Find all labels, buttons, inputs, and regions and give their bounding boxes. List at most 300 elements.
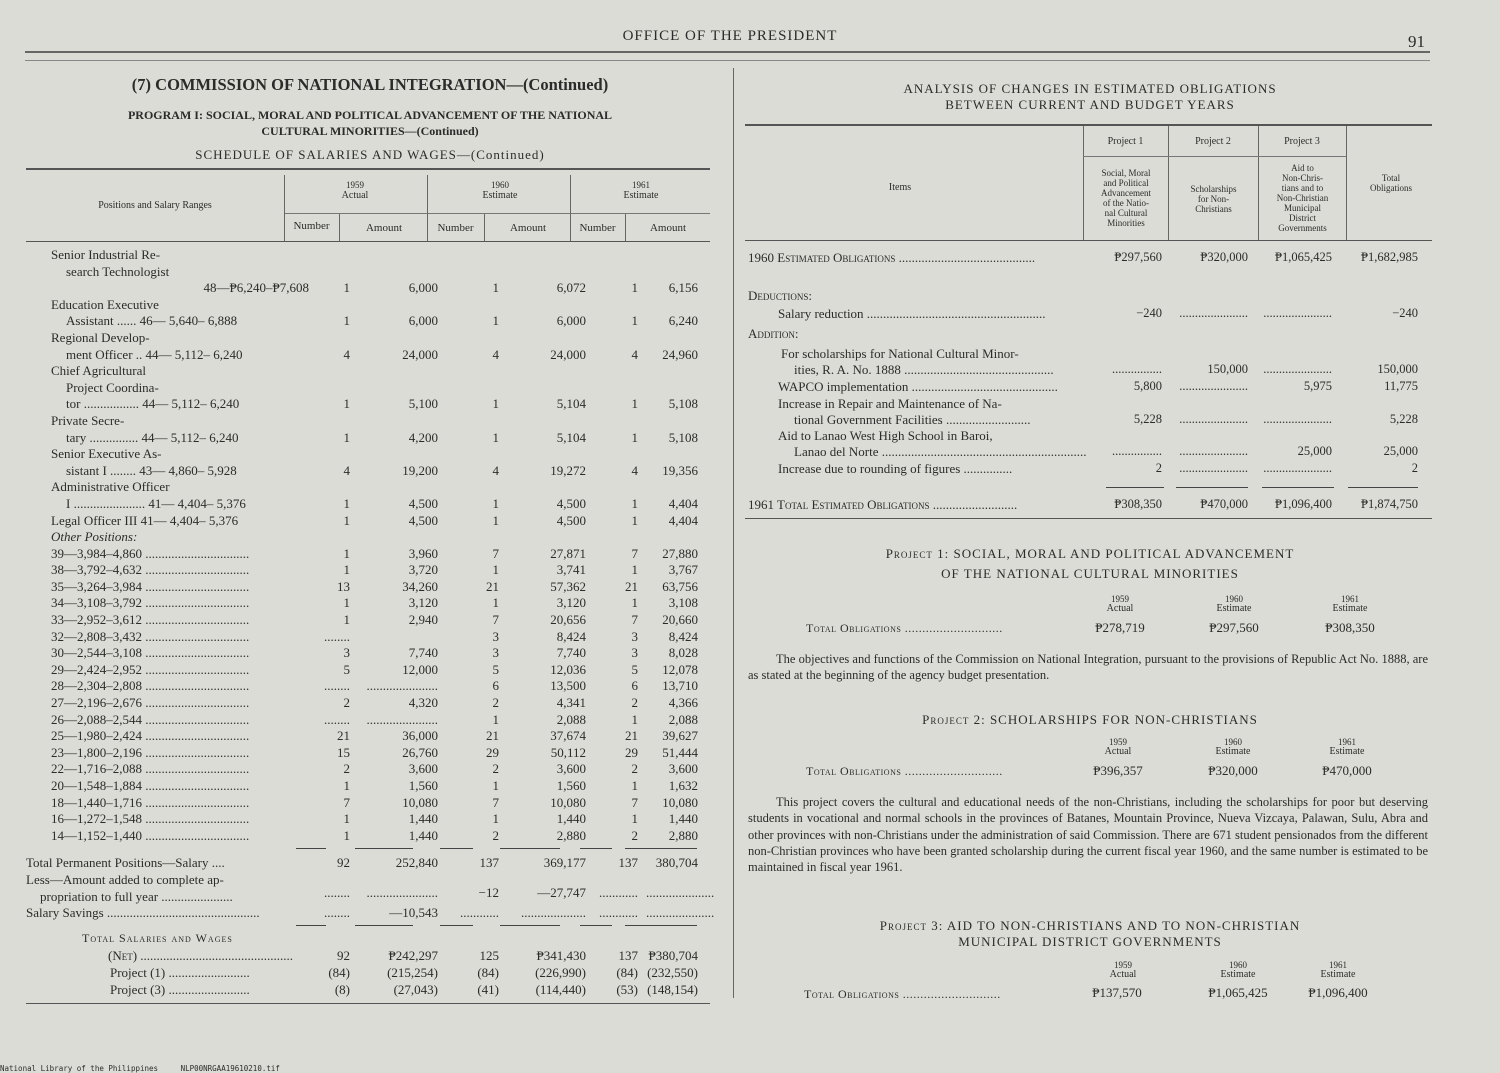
cell-n1: 1 <box>343 827 350 843</box>
analysis-header-rule <box>745 240 1432 241</box>
footer-library <box>0 1064 280 1073</box>
cell-n1: 1 <box>343 280 350 296</box>
project3-share-cell: (148,154) <box>647 982 698 997</box>
schedule-title: SCHEDULE OF SALARIES AND WAGES—(Continued) <box>195 147 545 162</box>
project1-share-cell: (226,990) <box>535 965 586 980</box>
project3-description <box>1259 163 1346 233</box>
position-label: Legal Officer III 41— 4,404– 5,376 <box>51 512 239 528</box>
cell-n3: 1 <box>631 811 638 827</box>
position-label: 33—2,952–3,612 ................................ <box>51 612 250 628</box>
header-estimate-1961: Estimate <box>623 190 659 201</box>
table-bottom-rule <box>26 1003 710 1004</box>
page-number: 91 <box>1408 32 1425 51</box>
cell-a1: 34,260 <box>402 578 438 594</box>
repair-maintenance-value: 5,228 <box>1133 412 1162 426</box>
header-1959: 1959 <box>346 180 364 190</box>
obligation-value: ₱470,000 <box>1322 763 1372 778</box>
lanao-aid-label: Lanao del Norte ............................................................... <box>794 444 1087 459</box>
project1-share-cell: (232,550) <box>647 965 698 980</box>
cell-n2: 1 <box>492 711 499 727</box>
total-permanent-cell: 369,177 <box>543 855 586 870</box>
cell-n2: 1 <box>492 396 499 412</box>
description-line: Non-Chris- <box>1282 173 1323 183</box>
cell-a2: 20,656 <box>550 612 586 628</box>
project3-share-cell: (53) <box>616 982 638 997</box>
position-label: 35—3,264–3,984 ................................ <box>51 578 250 594</box>
analysis-title-line2: BETWEEN CURRENT AND BUDGET YEARS <box>945 97 1235 112</box>
lanao-aid-label: Aid to Lanao West High School in Baroi, <box>778 428 993 443</box>
table-row <box>26 430 708 447</box>
cell-a1: 4,200 <box>408 429 438 445</box>
scholarship-addition-value: 150,000 <box>1207 362 1248 376</box>
cell-n1: 1 <box>343 612 350 628</box>
estimated-1960-label: 1960 Estimated Obligations .......................................... <box>748 250 1036 265</box>
cell-a3: 20,660 <box>662 612 698 628</box>
cell-n2: 1 <box>492 595 499 611</box>
cell-a3: 19,356 <box>662 462 698 478</box>
cell-a2: 1,440 <box>556 811 586 827</box>
cell-n1: 1 <box>343 313 350 329</box>
salary-reduction-value: ...................... <box>1263 306 1332 320</box>
cell-n2: 21 <box>486 728 499 744</box>
position-label: Assistant ...... 46— 5,640– 6,888 <box>66 313 238 329</box>
scholarship-addition-value: 150,000 <box>1377 362 1418 376</box>
cell-n3: 7 <box>631 612 638 628</box>
cell-a3: 2,880 <box>668 827 698 843</box>
cell-n3: 1 <box>631 711 638 727</box>
total-1961-value: ₱1,096,400 <box>1275 497 1332 511</box>
lanao-aid-value: ...................... <box>1179 444 1248 458</box>
cell-a1: 6,000 <box>408 313 438 329</box>
cell-n1: ........ <box>324 711 350 727</box>
cell-a1: 1,560 <box>408 778 438 793</box>
cell-n3: 1 <box>631 313 638 329</box>
cell-a2: 24,000 <box>550 346 586 362</box>
less-amount-cell: ............ <box>599 885 638 900</box>
cell-n2: 3 <box>492 645 499 661</box>
cell-a3: 63,756 <box>662 578 698 594</box>
salary-savings-cell: .................... <box>521 905 586 920</box>
position-label: 16—1,272–1,548 ................................ <box>51 811 250 827</box>
rounding-increase-label: Increase due to rounding of figures ............... <box>778 461 1013 476</box>
table-row <box>26 562 708 579</box>
cell-a2: 8,424 <box>556 628 586 644</box>
description-line: Governments <box>1278 223 1327 233</box>
cell-n1: ........ <box>324 678 350 694</box>
table-row <box>26 264 708 281</box>
table-row <box>26 280 708 297</box>
net-total-cell: ₱242,297 <box>388 948 438 963</box>
header-divider <box>484 214 485 241</box>
scholarship-addition-value: ................ <box>1112 362 1162 376</box>
salary-reduction-label: Salary reduction ....................................................... <box>778 306 1046 321</box>
cell-n2: 1 <box>492 778 499 793</box>
cell-a3: 3,600 <box>668 761 698 777</box>
less-amount-cell: ..................... <box>646 885 715 900</box>
year-label: 1960 <box>1225 594 1243 604</box>
position-label: 48—₱6,240–₱7,608 <box>203 280 309 296</box>
position-label: 38—3,792–4,632 ................................ <box>51 562 250 578</box>
project1-title-line2: OF THE NATIONAL CULTURAL MINORITIES <box>941 566 1239 581</box>
cell-a3: 8,028 <box>668 645 698 661</box>
cell-a2: 6,072 <box>556 280 586 296</box>
less-amount-2-label: propriation to full year ...................... <box>40 889 233 904</box>
net-total-cell: 137 <box>618 948 638 963</box>
description-line: nal Cultural <box>1104 208 1148 218</box>
header-rule <box>25 51 1430 53</box>
cell-n3: 21 <box>625 578 638 594</box>
year-label: 1959 <box>1109 737 1127 747</box>
repair-maintenance-label: tional Government Facilities .......................... <box>794 412 1031 427</box>
repair-maintenance-value: ...................... <box>1179 412 1248 426</box>
cell-n2: 2 <box>492 827 499 843</box>
cell-n1: 1 <box>343 811 350 827</box>
cell-a2: 37,674 <box>550 728 586 744</box>
cell-n3: 7 <box>631 545 638 561</box>
table-row <box>26 612 708 629</box>
header-rule-thin <box>25 60 1430 61</box>
amount-header-1961: Amount <box>649 222 687 234</box>
cell-n2: 1 <box>492 429 499 445</box>
description-line: Christians <box>1195 204 1232 214</box>
table-row <box>26 396 708 413</box>
cell-n2: 29 <box>486 744 499 760</box>
obligation-value: ₱137,570 <box>1092 985 1142 1000</box>
table-row <box>26 745 708 762</box>
file-name: NLP00NRGAA19610210.tif <box>180 1064 280 1073</box>
project3-share-cell: (41) <box>477 982 499 997</box>
project1-share-cell: (215,254) <box>387 965 438 980</box>
description-line: Non-Christian <box>1276 193 1329 203</box>
position-label: 20—1,548–1,884 ................................ <box>51 778 250 793</box>
net-total-cell: ₱341,430 <box>536 948 586 963</box>
table-row <box>26 479 708 496</box>
table-row <box>26 695 708 712</box>
position-label: Chief Agricultural <box>51 363 146 379</box>
cell-n3: 7 <box>631 794 638 810</box>
cell-n2: 21 <box>486 578 499 594</box>
cell-a2: 10,080 <box>550 794 586 810</box>
cell-n1: 1 <box>343 562 350 578</box>
position-label: Senior Industrial Re- <box>51 247 161 262</box>
cell-a2: 6,000 <box>556 313 586 329</box>
table-row <box>26 662 708 679</box>
cell-a3: 5,108 <box>668 396 698 412</box>
number-header-1959: Number <box>293 220 330 232</box>
project1-share-cell: (84) <box>328 965 350 980</box>
repair-maintenance-value: ...................... <box>1263 412 1332 426</box>
table-row <box>26 330 708 347</box>
items-header: Items <box>888 182 912 193</box>
net-total-cell: 125 <box>479 948 499 963</box>
cell-a2: 4,500 <box>556 512 586 528</box>
cell-n1: 3 <box>343 645 350 661</box>
cell-n1: ........ <box>324 628 350 644</box>
cell-a1: 10,080 <box>402 794 438 810</box>
cell-a3: 3,767 <box>668 562 698 578</box>
project2-text: This project covers the cultural and educational needs of the non-Christians, including the scholarships for poor but deserving students in vocational and normal schools in the provinces of Batanes, Mountain Province, Nueva Vizcaya, Palawan, Sulu, Abra and other provinces with non-Christians under the administration of said Commission. There are 671 student pensionados from the different non-Christian provinces who have been granted scholarship during the current fiscal year 1960, and the same number is estimated to be maintained in fiscal year 1961. <box>748 795 1428 875</box>
table-row <box>26 529 708 546</box>
cell-n1: 1 <box>343 429 350 445</box>
table-row <box>26 313 708 330</box>
cell-n2: 3 <box>492 628 499 644</box>
description-line: Municipal <box>1284 203 1321 213</box>
cell-n3: 1 <box>631 512 638 528</box>
position-label: 27—2,196–2,676 ................................ <box>51 695 250 711</box>
cell-n2: 6 <box>492 678 499 694</box>
repair-maintenance-value: 5,228 <box>1389 412 1418 426</box>
year-label: 1961 <box>1341 594 1359 604</box>
cell-a2: 2,880 <box>556 827 586 843</box>
column-divider <box>733 68 734 998</box>
salary-reduction-value: −240 <box>1392 306 1418 320</box>
year-kind: Estimate <box>1215 746 1251 757</box>
program-title-line2: CULTURAL MINORITIES—(Continued) <box>261 124 479 138</box>
salary-savings-cell: ............ <box>460 905 499 920</box>
cell-n1: 1 <box>343 512 350 528</box>
cell-a2: 5,104 <box>556 396 586 412</box>
position-label: 25—1,980–2,424 ................................ <box>51 728 250 744</box>
cell-a3: 13,710 <box>662 678 698 694</box>
position-label: tary ............... 44— 5,112– 6,240 <box>66 429 239 445</box>
cell-n3: 4 <box>631 462 638 478</box>
position-label: tor ................. 44— 5,112– 6,240 <box>66 396 240 412</box>
project2-header: Project 2 <box>1195 136 1231 147</box>
project1-description <box>1084 168 1168 228</box>
total-permanent-cell: 92 <box>337 855 350 870</box>
deductions-heading-label: Deductions: <box>748 288 812 303</box>
cell-n1: 2 <box>343 761 350 777</box>
table-row <box>26 811 708 828</box>
cell-a3: 10,080 <box>662 794 698 810</box>
analysis-top-rule <box>745 124 1432 126</box>
table-row <box>26 413 708 430</box>
position-label: 23—1,800–2,196 ................................ <box>51 744 250 760</box>
salary-savings-cell: ............ <box>599 905 638 920</box>
project1-share-cell: (84) <box>616 965 638 980</box>
total-1961-value: ₱1,874,750 <box>1361 497 1418 511</box>
total-1961-value: ₱470,000 <box>1200 497 1248 511</box>
number-header-1961: Number <box>579 222 616 234</box>
cell-a3: 51,444 <box>662 744 698 760</box>
description-line: Scholarships <box>1190 184 1237 194</box>
scholarship-addition-value: ...................... <box>1263 362 1332 376</box>
cell-n2: 1 <box>492 562 499 578</box>
number-header-1960: Number <box>437 222 474 234</box>
salary-reduction-value: ...................... <box>1179 306 1248 320</box>
description-line: District <box>1289 213 1316 223</box>
year-label: 1959 <box>1114 960 1132 970</box>
cell-a1: 4,500 <box>408 512 438 528</box>
cell-n1: 2 <box>343 695 350 711</box>
net-total-label: Total Salaries and Wages <box>82 931 233 945</box>
cell-n2: 2 <box>492 695 499 711</box>
position-label: search Technologist <box>66 263 170 279</box>
table-row <box>26 546 708 563</box>
project1-title-line1: Project 1: SOCIAL, MORAL AND POLITICAL ADVANCEMENT <box>885 546 1295 561</box>
description-line: and Political <box>1103 178 1149 188</box>
total-permanent-cell: 380,704 <box>655 855 698 870</box>
cell-a1: 6,000 <box>408 280 438 296</box>
project1-total-label: Total Obligations ............................ <box>806 621 1003 635</box>
year-kind: Actual <box>1106 603 1134 614</box>
position-label: 32—2,808–3,432 ................................ <box>51 628 250 644</box>
project1-share-cell: (84) <box>477 965 499 980</box>
analysis-bottom-rule <box>745 518 1432 519</box>
year-kind: Estimate <box>1220 969 1256 980</box>
cell-a3: 27,880 <box>662 545 698 561</box>
year-kind: Actual <box>1109 969 1137 980</box>
lanao-aid-value: ................ <box>1112 444 1162 458</box>
year-label: 1960 <box>1224 737 1242 747</box>
estimated-1960-value: ₱320,000 <box>1200 250 1248 264</box>
position-label: Senior Executive As- <box>51 446 162 462</box>
project3-share-cell: (27,043) <box>393 982 438 997</box>
cell-n2: 7 <box>492 794 499 810</box>
cell-n3: 4 <box>631 346 638 362</box>
position-label: 22—1,716–2,088 ................................ <box>51 761 250 777</box>
year-kind: Estimate <box>1216 603 1252 614</box>
cell-n2: 1 <box>492 512 499 528</box>
total-permanent-label: Total Permanent Positions—Salary .... <box>26 855 225 870</box>
position-label: 28—2,304–2,808 ................................ <box>51 678 250 694</box>
cell-a1: 3,600 <box>408 761 438 777</box>
rounding-increase-value: 2 <box>1411 461 1418 475</box>
less-amount-cell: −12 <box>478 885 499 900</box>
lanao-aid-value: 25,000 <box>1297 444 1332 458</box>
salary-table <box>26 247 708 844</box>
cell-a2: 5,104 <box>556 429 586 445</box>
cell-n3: 1 <box>631 429 638 445</box>
cell-a1: 3,720 <box>408 562 438 578</box>
less-amount-cell: —27,747 <box>537 885 586 900</box>
cell-a1: 1,440 <box>408 827 438 843</box>
cell-a1: ...................... <box>366 711 438 727</box>
cell-a3: 2,088 <box>668 711 698 727</box>
year-kind: Estimate <box>1329 746 1365 757</box>
scholarship-addition-label: ities, R. A. No. 1888 .............................................. <box>794 362 1054 377</box>
table-row <box>26 247 708 264</box>
cell-a3: 4,366 <box>668 695 698 711</box>
cell-a3: 12,078 <box>662 661 698 677</box>
cell-a1: 1,440 <box>408 811 438 827</box>
cell-n1: 7 <box>343 794 350 810</box>
wapco-implementation-value: 5,975 <box>1303 379 1332 393</box>
header-actual: Actual <box>341 190 369 201</box>
cell-a1: 4,500 <box>408 495 438 511</box>
cell-n1: 21 <box>337 728 350 744</box>
cell-n2: 5 <box>492 661 499 677</box>
cell-n2: 4 <box>492 346 499 362</box>
estimated-1960-value: ₱1,065,425 <box>1275 250 1332 264</box>
salary-savings-label: Salary Savings ............................................... <box>26 905 260 920</box>
cell-n2: 1 <box>492 495 499 511</box>
cell-n2: 1 <box>492 811 499 827</box>
header-bottom-rule <box>26 241 710 242</box>
cell-a1: 19,200 <box>402 462 438 478</box>
net-total-label: (Net) ............................................... <box>108 948 294 963</box>
description-line: for Non- <box>1197 194 1230 204</box>
cell-n1: 1 <box>343 545 350 561</box>
total-description <box>1347 173 1435 193</box>
obligation-value: ₱308,350 <box>1325 620 1375 635</box>
cell-a1: 3,120 <box>408 595 438 611</box>
total-1961-value: ₱308,350 <box>1114 497 1162 511</box>
rounding-increase-value: ...................... <box>1263 461 1332 475</box>
description-line: Social, Moral <box>1101 168 1151 178</box>
cell-n2: 1 <box>492 313 499 329</box>
year-label: 1959 <box>1111 594 1129 604</box>
project2-description <box>1169 184 1258 214</box>
cell-a2: 13,500 <box>550 678 586 694</box>
cell-n3: 1 <box>631 495 638 511</box>
year-label: 1961 <box>1329 960 1347 970</box>
cell-a3: 4,404 <box>668 512 698 528</box>
project3-share-label: Project (3) ......................... <box>110 982 250 997</box>
position-label: Private Secre- <box>51 412 125 428</box>
cell-n3: 3 <box>631 628 638 644</box>
salary-savings-cell: ........ <box>324 905 350 920</box>
table-row <box>26 678 708 695</box>
cell-a2: 19,272 <box>550 462 586 478</box>
table-row <box>26 496 708 513</box>
cell-a2: 7,740 <box>556 645 586 661</box>
cell-n3: 1 <box>631 595 638 611</box>
cell-n1: 4 <box>343 346 350 362</box>
position-label: 39—3,984–4,860 ................................ <box>51 545 250 561</box>
table-row <box>26 595 708 612</box>
salary-savings-cell: —10,543 <box>389 905 438 920</box>
cell-a3: 6,240 <box>668 313 698 329</box>
table-row <box>26 728 708 745</box>
cell-a2: 3,600 <box>556 761 586 777</box>
table-row <box>26 347 708 364</box>
obligation-value: ₱396,357 <box>1093 763 1143 778</box>
cell-a3: 3,108 <box>668 595 698 611</box>
cell-a1: 7,740 <box>408 645 438 661</box>
description-line: tians and to <box>1281 183 1324 193</box>
wapco-implementation-label: WAPCO implementation ............................................. <box>778 379 1058 394</box>
cell-n2: 2 <box>492 761 499 777</box>
project1-share-label: Project (1) ......................... <box>110 965 250 980</box>
cell-a1: 12,000 <box>402 661 438 677</box>
table-row <box>26 380 708 397</box>
obligation-value: ₱1,096,400 <box>1308 985 1368 1000</box>
commission-title: (7) COMMISSION OF NATIONAL INTEGRATION—(Continued) <box>131 75 609 94</box>
net-total-cell: ₱380,704 <box>648 948 698 963</box>
less-amount-cell: ...................... <box>366 885 438 900</box>
cell-a1: ...................... <box>366 678 438 694</box>
position-label: Education Executive <box>51 296 159 312</box>
project3-header: Project 3 <box>1284 136 1320 147</box>
position-label: Other Positions: <box>51 529 138 545</box>
cell-a2: 27,871 <box>550 545 586 561</box>
project3-share-cell: (114,440) <box>535 982 586 997</box>
cell-a3: 24,960 <box>662 346 698 362</box>
cell-a2: 50,112 <box>550 744 586 760</box>
project2-total-label: Total Obligations ............................ <box>806 764 1003 778</box>
cell-a1: 36,000 <box>402 728 438 744</box>
header-divider <box>284 175 285 241</box>
cell-a3: 39,627 <box>662 728 698 744</box>
obligation-value: ₱320,000 <box>1208 763 1258 778</box>
description-line: Obligations <box>1370 183 1412 193</box>
description-line: Aid to <box>1291 163 1314 173</box>
cell-a1: 26,760 <box>402 744 438 760</box>
library-name: National Library of the Philippines <box>0 1064 159 1073</box>
table-row <box>26 513 708 530</box>
header-divider <box>427 175 428 241</box>
